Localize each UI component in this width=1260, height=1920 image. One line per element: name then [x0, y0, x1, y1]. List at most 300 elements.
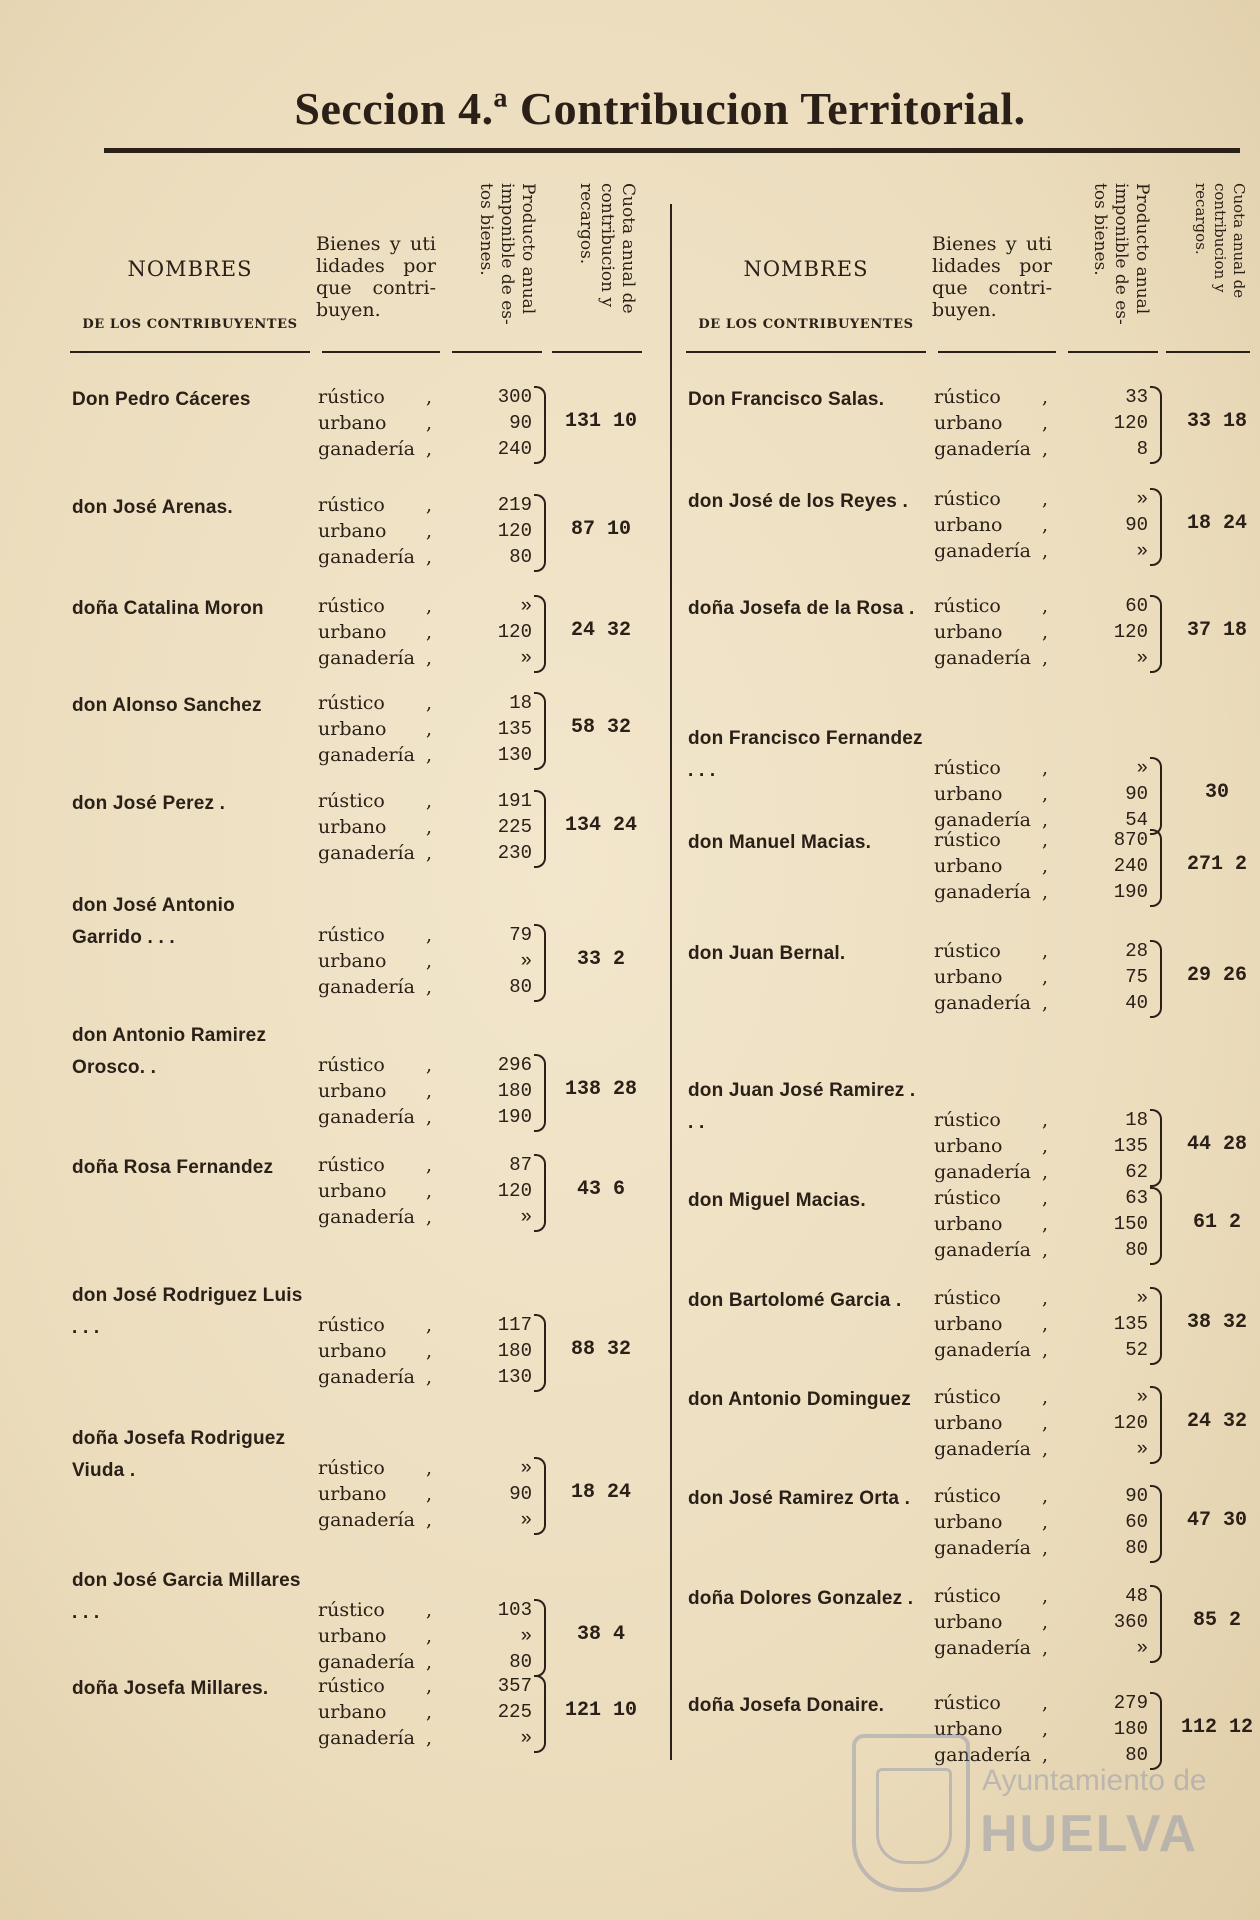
property-type-ganaderia: ganadería , — [318, 546, 433, 568]
producto-value: 87 — [509, 1154, 532, 1176]
producto-value: 8 — [1136, 438, 1148, 460]
header-contribuyentes: DE LOS CONTRIBUYENTES — [698, 317, 914, 332]
property-types — [318, 1455, 448, 1533]
cuota-value: 87 10 — [570, 518, 631, 541]
property-type-urbano: urbano , — [318, 1180, 433, 1202]
producto-value: 52 — [1125, 1339, 1148, 1361]
header-rule — [1166, 351, 1250, 353]
producto-value: 80 — [509, 546, 532, 568]
property-type-ganaderia: ganadería , — [318, 976, 433, 998]
property-type-urbano: urbano , — [318, 1340, 433, 1362]
header-producto: Producto anual imponible de es- tos bienes. — [1090, 183, 1152, 325]
property-type-rustico: rústico , — [934, 386, 1049, 408]
property-type-rustico: rústico , — [934, 1287, 1049, 1309]
cuota-value: 38 32 — [1186, 1311, 1247, 1334]
producto-value: 60 — [1125, 595, 1148, 617]
property-type-urbano: urbano , — [934, 1412, 1049, 1434]
watermark-line1: Ayuntamiento de — [982, 1764, 1207, 1797]
property-type-rustico: rústico , — [934, 595, 1049, 617]
property-types — [934, 1583, 1064, 1661]
producto-values — [1078, 938, 1148, 1016]
brace-icon — [534, 1154, 546, 1232]
contributor-name: don Francisco Fernandez . . . — [688, 728, 923, 781]
property-type-ganaderia: ganadería , — [318, 1651, 433, 1673]
cuota-value: 37 18 — [1186, 619, 1247, 642]
contributor-entry — [72, 1152, 662, 1232]
property-type-rustico: rústico , — [318, 1314, 433, 1336]
producto-values — [462, 593, 532, 671]
cuota-value: 18 24 — [570, 1481, 631, 1504]
contributor-entry — [688, 1285, 1260, 1365]
producto-value: 357 — [497, 1675, 532, 1697]
producto-value: » — [520, 1457, 532, 1479]
producto-value: » — [1136, 1637, 1148, 1659]
contributor-entry — [688, 1384, 1260, 1464]
brace-icon — [1150, 1187, 1162, 1265]
producto-value: » — [520, 1727, 532, 1749]
property-type-rustico: rústico , — [934, 1386, 1049, 1408]
header-rule — [322, 351, 440, 353]
property-type-urbano: urbano , — [934, 514, 1049, 536]
producto-value: 90 — [1125, 783, 1148, 805]
producto-value: 90 — [1125, 514, 1148, 536]
brace-icon — [534, 494, 546, 572]
cuota-value: 61 2 — [1192, 1211, 1241, 1234]
brace-icon — [534, 790, 546, 868]
producto-value: 130 — [497, 1366, 532, 1388]
producto-value: 191 — [497, 790, 532, 812]
contributor-name: doña Josefa Rodriguez Viuda . — [72, 1428, 286, 1481]
contributor-entry — [72, 384, 662, 464]
contributor-entry — [688, 1483, 1260, 1563]
property-type-urbano: urbano , — [318, 816, 433, 838]
contributor-entry — [72, 492, 662, 572]
cuota-value: 112 12 — [1180, 1716, 1253, 1739]
property-type-ganaderia: ganadería , — [318, 1727, 433, 1749]
brace-icon — [1150, 940, 1162, 1018]
property-types — [318, 593, 448, 671]
cuota-value: 33 18 — [1186, 410, 1247, 433]
contributor-entry — [72, 1280, 662, 1388]
table-header-left — [70, 175, 660, 360]
header-nombres: NOMBRES — [743, 257, 869, 281]
property-type-ganaderia: ganadería , — [934, 1744, 1049, 1766]
producto-value: 190 — [1113, 881, 1148, 903]
property-type-ganaderia: ganadería , — [934, 992, 1049, 1014]
property-type-rustico: rústico , — [318, 692, 433, 714]
property-type-ganaderia: ganadería , — [934, 881, 1049, 903]
contributor-entry — [688, 1185, 1260, 1265]
property-type-ganaderia: ganadería , — [318, 1206, 433, 1228]
brace-icon — [534, 1314, 546, 1392]
property-type-urbano: urbano , — [318, 520, 433, 542]
contributor-name: don Miguel Macias. — [688, 1190, 866, 1211]
producto-value: » — [520, 1509, 532, 1531]
producto-value: 225 — [497, 1701, 532, 1723]
contributor-name: don Antonio Ramirez Orosco. . — [72, 1025, 267, 1078]
producto-value: 33 — [1125, 386, 1148, 408]
property-type-rustico: rústico , — [318, 1154, 433, 1176]
contributor-entry — [72, 1565, 662, 1673]
producto-value: 75 — [1125, 966, 1148, 988]
contributor-entry — [688, 827, 1260, 907]
property-type-urbano: urbano , — [934, 1135, 1049, 1157]
contributor-name: don Juan José Ramirez . . . — [688, 1080, 916, 1133]
producto-value: 90 — [509, 412, 532, 434]
cuota-value: 44 28 — [1186, 1133, 1247, 1156]
column-divider — [670, 204, 672, 1760]
producto-value: 135 — [1113, 1135, 1148, 1157]
property-type-urbano: urbano , — [934, 966, 1049, 988]
producto-value: 80 — [1125, 1537, 1148, 1559]
cuota-value: 30 — [1204, 781, 1229, 804]
contributor-name: don José Ramirez Orta . — [688, 1488, 911, 1509]
brace-icon — [1150, 488, 1162, 566]
producto-value: 240 — [497, 438, 532, 460]
property-type-rustico: rústico , — [934, 829, 1049, 851]
cuota-value: 121 10 — [564, 1699, 637, 1722]
contributor-entry — [688, 723, 1260, 831]
property-types — [934, 593, 1064, 671]
property-type-rustico: rústico , — [318, 790, 433, 812]
header-bienes: Bienes y uti lidades por que contri- buyen. — [932, 233, 1052, 321]
property-type-urbano: urbano , — [934, 412, 1049, 434]
header-contribuyentes: DE LOS CONTRIBUYENTES — [82, 317, 298, 332]
cuota-value: 131 10 — [564, 410, 637, 433]
property-type-rustico: rústico , — [934, 1187, 1049, 1209]
brace-icon — [534, 595, 546, 673]
producto-value: 18 — [509, 692, 532, 714]
header-rule — [70, 351, 310, 353]
brace-icon — [534, 1675, 546, 1753]
producto-value: » — [1136, 1287, 1148, 1309]
producto-values — [462, 788, 532, 866]
producto-values — [1078, 593, 1148, 671]
producto-value: 360 — [1113, 1611, 1148, 1633]
producto-value: 28 — [1125, 940, 1148, 962]
producto-values — [1078, 1285, 1148, 1363]
cuota-value: 138 28 — [564, 1078, 637, 1101]
producto-value: 120 — [497, 520, 532, 542]
contributor-name: don Alonso Sanchez — [72, 695, 262, 716]
producto-value: 135 — [497, 718, 532, 740]
property-type-urbano: urbano , — [934, 1511, 1049, 1533]
property-type-rustico: rústico , — [318, 1599, 433, 1621]
producto-value: 300 — [497, 386, 532, 408]
producto-value: 296 — [497, 1054, 532, 1076]
property-types — [934, 1285, 1064, 1363]
cuota-value: 43 6 — [576, 1178, 625, 1201]
contributor-entry — [72, 1423, 662, 1531]
cuota-value: 134 24 — [564, 814, 637, 837]
producto-values — [462, 1312, 532, 1390]
cuota-value: 58 32 — [570, 716, 631, 739]
brace-icon — [1150, 829, 1162, 907]
producto-value: » — [1136, 647, 1148, 669]
property-types — [318, 384, 448, 462]
property-types — [934, 486, 1064, 564]
property-type-urbano: urbano , — [934, 855, 1049, 877]
property-type-rustico: rústico , — [934, 757, 1049, 779]
cuota-value: 29 26 — [1186, 964, 1247, 987]
property-type-urbano: urbano , — [934, 621, 1049, 643]
contributor-name: don José de los Reyes . — [688, 491, 909, 512]
producto-value: 60 — [1125, 1511, 1148, 1533]
property-type-ganaderia: ganadería , — [318, 647, 433, 669]
producto-value: » — [1136, 1438, 1148, 1460]
contributor-name: doña Josefa de la Rosa . — [688, 598, 915, 619]
property-type-rustico: rústico , — [934, 1485, 1049, 1507]
producto-values — [1078, 1185, 1148, 1263]
brace-icon — [534, 386, 546, 464]
contributor-entry — [72, 593, 662, 673]
producto-value: 120 — [1113, 621, 1148, 643]
producto-value: 230 — [497, 842, 532, 864]
brace-icon — [534, 692, 546, 770]
brace-icon — [1150, 1485, 1162, 1563]
property-types — [934, 938, 1064, 1016]
producto-value: 80 — [1125, 1239, 1148, 1261]
property-type-ganaderia: ganadería , — [318, 1366, 433, 1388]
brace-icon — [1150, 1109, 1162, 1187]
property-type-ganaderia: ganadería , — [934, 1161, 1049, 1183]
cuota-value: 24 32 — [1186, 1410, 1247, 1433]
producto-value: » — [520, 950, 532, 972]
table-header-right — [686, 175, 1260, 360]
property-type-rustico: rústico , — [318, 924, 433, 946]
contributor-entry — [72, 890, 662, 998]
watermark-line2: HUELVA — [980, 1805, 1199, 1863]
producto-value: 103 — [497, 1599, 532, 1621]
brace-icon — [534, 924, 546, 1002]
page-title: Seccion 4.ª Contribucion Territorial. — [294, 83, 1026, 134]
contributor-name: don Antonio Dominguez — [688, 1389, 912, 1410]
brace-icon — [1150, 1386, 1162, 1464]
producto-value: 120 — [1113, 412, 1148, 434]
producto-value: 180 — [1113, 1718, 1148, 1740]
property-type-rustico: rústico , — [318, 595, 433, 617]
producto-value: 279 — [1113, 1692, 1148, 1714]
header-producto: Producto anual imponible de es- tos bienes. — [476, 183, 538, 325]
header-rule — [686, 351, 926, 353]
cuota-value: 24 32 — [570, 619, 631, 642]
producto-value: 80 — [1125, 1744, 1148, 1766]
property-types — [318, 1052, 448, 1130]
producto-values — [462, 1052, 532, 1130]
producto-values — [1078, 1107, 1148, 1185]
contributor-name: Don Francisco Salas. — [688, 389, 885, 410]
contributor-name: don José Garcia Millares . . . — [72, 1570, 301, 1623]
contributor-entry — [688, 593, 1260, 673]
property-type-rustico: rústico , — [318, 494, 433, 516]
contributor-entry — [688, 938, 1260, 1018]
property-type-ganaderia: ganadería , — [934, 1339, 1049, 1361]
contributor-name: don José Perez . — [72, 793, 226, 814]
brace-icon — [1150, 1287, 1162, 1365]
contributor-entry — [688, 384, 1260, 464]
property-type-ganaderia: ganadería , — [934, 1239, 1049, 1261]
watermark-logo — [848, 1724, 1228, 1904]
producto-values — [1078, 1384, 1148, 1462]
producto-value: 225 — [497, 816, 532, 838]
property-types — [934, 1384, 1064, 1462]
contributor-name: doña Dolores Gonzalez . — [688, 1588, 914, 1609]
producto-value: 79 — [509, 924, 532, 946]
producto-value: 80 — [509, 976, 532, 998]
producto-value: 48 — [1125, 1585, 1148, 1607]
producto-values — [462, 1597, 532, 1675]
producto-value: 80 — [509, 1651, 532, 1673]
contributor-entry — [688, 1583, 1260, 1663]
property-type-urbano: urbano , — [318, 1625, 433, 1647]
brace-icon — [534, 1599, 546, 1677]
property-type-ganaderia: ganadería , — [934, 1438, 1049, 1460]
brace-icon — [534, 1054, 546, 1132]
property-type-ganaderia: ganadería , — [318, 1509, 433, 1531]
producto-value: 190 — [497, 1106, 532, 1128]
producto-values — [1078, 1483, 1148, 1561]
producto-value: 90 — [509, 1483, 532, 1505]
property-types — [318, 690, 448, 768]
property-type-rustico: rústico , — [318, 386, 433, 408]
producto-value: 54 — [1125, 809, 1148, 831]
producto-value: 240 — [1113, 855, 1148, 877]
producto-values — [462, 1673, 532, 1751]
header-cuota: Cuota anual de contribucion y recargos. — [1192, 183, 1248, 299]
header-bienes: Bienes y uti lidades por que contri- buyen. — [316, 233, 436, 321]
property-type-urbano: urbano , — [934, 1213, 1049, 1235]
property-type-ganaderia: ganadería , — [934, 1637, 1049, 1659]
property-type-ganaderia: ganadería , — [934, 438, 1049, 460]
producto-value: 120 — [1113, 1412, 1148, 1434]
producto-values — [462, 492, 532, 570]
producto-value: » — [520, 595, 532, 617]
contributor-entry — [72, 788, 662, 868]
property-type-ganaderia: ganadería , — [934, 1537, 1049, 1559]
header-cuota: Cuota anual de contribucion y recargos. — [576, 183, 638, 314]
shield-icon — [852, 1734, 970, 1892]
contributor-entry — [72, 690, 662, 770]
producto-values — [462, 384, 532, 462]
producto-value: 180 — [497, 1340, 532, 1362]
brace-icon — [534, 1457, 546, 1535]
property-type-ganaderia: ganadería , — [934, 540, 1049, 562]
producto-value: » — [520, 1206, 532, 1228]
property-type-rustico: rústico , — [934, 940, 1049, 962]
property-type-rustico: rústico , — [318, 1457, 433, 1479]
property-type-rustico: rústico , — [318, 1675, 433, 1697]
producto-value: 135 — [1113, 1313, 1148, 1335]
property-types — [318, 1152, 448, 1230]
contributor-entry — [688, 1075, 1260, 1183]
producto-values — [462, 1152, 532, 1230]
property-type-urbano: urbano , — [934, 783, 1049, 805]
brace-icon — [1150, 757, 1162, 835]
property-types — [318, 1597, 448, 1675]
property-types — [318, 1673, 448, 1751]
brace-icon — [1150, 1585, 1162, 1663]
property-type-urbano: urbano , — [318, 718, 433, 740]
contributor-name: don José Rodriguez Luis . . . — [72, 1285, 303, 1338]
producto-value: » — [1136, 1386, 1148, 1408]
property-type-ganaderia: ganadería , — [934, 809, 1049, 831]
property-types — [934, 827, 1064, 905]
cuota-value: 47 30 — [1186, 1509, 1247, 1532]
property-type-urbano: urbano , — [318, 621, 433, 643]
property-types — [318, 492, 448, 570]
header-rule — [938, 351, 1056, 353]
producto-values — [1078, 827, 1148, 905]
producto-value: 150 — [1113, 1213, 1148, 1235]
header-nombres: NOMBRES — [127, 257, 253, 281]
contributor-name: don José Arenas. — [72, 497, 233, 518]
contributor-name: doña Josefa Millares. — [72, 1678, 269, 1699]
property-types — [934, 755, 1064, 833]
cuota-value: 38 4 — [576, 1623, 625, 1646]
property-type-ganaderia: ganadería , — [318, 438, 433, 460]
producto-value: 62 — [1125, 1161, 1148, 1183]
contributor-entry — [72, 1020, 662, 1128]
property-type-ganaderia: ganadería , — [318, 842, 433, 864]
header-rule — [1068, 351, 1158, 353]
producto-value: 219 — [497, 494, 532, 516]
producto-values — [462, 922, 532, 1000]
header-rule — [452, 351, 542, 353]
contributor-entry — [72, 1673, 662, 1753]
producto-value: » — [520, 647, 532, 669]
contributor-name: Don Pedro Cáceres — [72, 389, 251, 410]
producto-values — [1078, 486, 1148, 564]
property-type-rustico: rústico , — [318, 1054, 433, 1076]
property-type-rustico: rústico , — [934, 488, 1049, 510]
producto-value: 180 — [497, 1080, 532, 1102]
property-type-rustico: rústico , — [934, 1585, 1049, 1607]
producto-values — [1078, 1583, 1148, 1661]
property-type-urbano: urbano , — [318, 412, 433, 434]
producto-value: 40 — [1125, 992, 1148, 1014]
producto-values — [1078, 384, 1148, 462]
property-type-urbano: urbano , — [318, 1080, 433, 1102]
property-type-urbano: urbano , — [318, 1483, 433, 1505]
contributor-name: doña Josefa Donaire. — [688, 1695, 885, 1716]
producto-value: 120 — [497, 1180, 532, 1202]
contributor-entry — [688, 486, 1260, 566]
property-types — [318, 922, 448, 1000]
contributor-name: don Juan Bernal. — [688, 943, 846, 964]
cuota-value: 33 2 — [576, 948, 625, 971]
producto-value: 117 — [497, 1314, 532, 1336]
producto-value: 18 — [1125, 1109, 1148, 1131]
contributor-name: doña Rosa Fernandez — [72, 1157, 274, 1178]
cuota-value: 271 2 — [1186, 853, 1247, 876]
cuota-value: 88 32 — [570, 1338, 631, 1361]
title-rule — [104, 148, 1240, 153]
producto-value: » — [520, 1625, 532, 1647]
producto-values — [462, 1455, 532, 1533]
property-type-urbano: urbano , — [318, 950, 433, 972]
producto-value: 90 — [1125, 1485, 1148, 1507]
property-type-urbano: urbano , — [318, 1701, 433, 1723]
property-type-rustico: rústico , — [934, 1109, 1049, 1131]
producto-value: 870 — [1113, 829, 1148, 851]
producto-value: » — [1136, 757, 1148, 779]
header-rule — [552, 351, 642, 353]
cuota-value: 18 24 — [1186, 512, 1247, 535]
producto-values — [1078, 755, 1148, 833]
cuota-value: 85 2 — [1192, 1609, 1241, 1632]
contributor-name: don José Antonio Garrido . . . — [72, 895, 235, 948]
property-types — [318, 1312, 448, 1390]
